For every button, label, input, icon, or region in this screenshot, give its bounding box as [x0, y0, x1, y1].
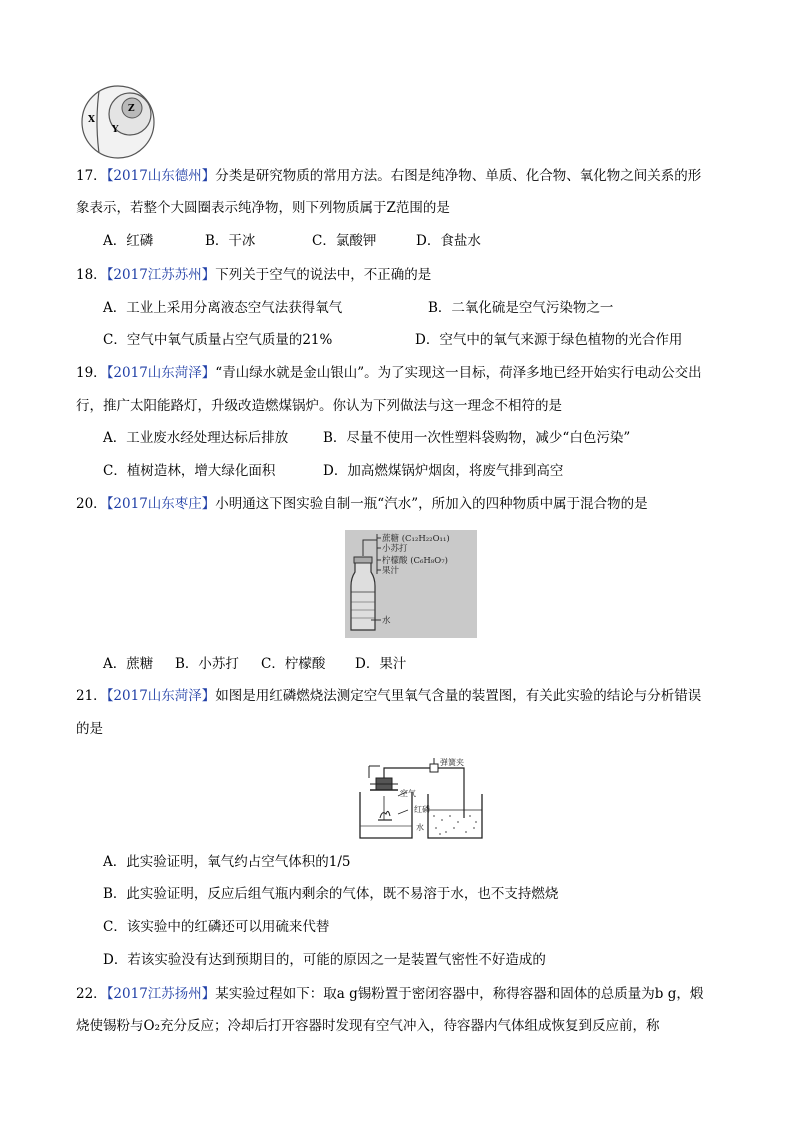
- question-source-tag: 【2017山东枣庄】: [106, 496, 216, 512]
- option-21-d: D．若该实验没有达到预期目的，可能的原因之一是装置气密性不好造成的: [103, 952, 546, 968]
- figure-label-water: 水: [416, 823, 424, 832]
- option-19-b: B．尽量不使用一次性塑料袋购物，减少“白色污染”: [323, 430, 631, 446]
- venn-label-x: X: [88, 115, 95, 125]
- question-19-line-1: 19．【2017山东菏泽】“青山绿水就是金山银山”。为了实现这一目标，荷泽多地已经开始实行电动公交出: [76, 365, 702, 381]
- question-number: 17．: [76, 168, 107, 184]
- question-17-line-1: 17．【2017山东德州】分类是研究物质的常用方法。右图是纯净物、单质、化合物、氧化物之间关系的形: [76, 168, 702, 184]
- question-21-line-1: 21．【2017山东菏泽】如图是用红磷燃烧法测定空气里氧气含量的装置图，有关此实验的结论与分析错误: [76, 688, 702, 704]
- option-20-d: D．果汁: [355, 656, 407, 672]
- option-18-d: D．空气中的氧气来源于绿色植物的光合作用: [415, 332, 683, 348]
- question-source-tag: 【2017江苏苏州】: [106, 267, 216, 283]
- option-17-a: A．红磷: [103, 233, 154, 249]
- figure-label-juice: 果汁: [382, 566, 400, 576]
- phosphorus-apparatus-figure: [356, 756, 488, 844]
- figure-label-sucrose: 蔗糖 (C₁₂H₂₂O₁₁): [382, 534, 450, 544]
- option-19-d: D．加高燃煤锅炉烟囱，将废气排到高空: [323, 463, 564, 479]
- option-17-c: C．氯酸钾: [312, 233, 377, 249]
- question-number: 20．: [76, 496, 107, 512]
- option-21-c: C．该实验中的红磷还可以用硫来代替: [103, 919, 330, 935]
- option-17-d: D．食盐水: [416, 233, 481, 249]
- question-17-line-2: 象表示，若整个大圆圈表示纯净物，则下列物质属于Z范围的是: [76, 200, 450, 216]
- question-number: 18．: [76, 267, 107, 283]
- question-number: 21．: [76, 688, 107, 704]
- question-source-tag: 【2017山东菏泽】: [106, 365, 216, 381]
- figure-label-citric-acid: 柠檬酸 (C₆H₈O₇): [382, 556, 448, 566]
- question-source-tag: 【2017山东菏泽】: [106, 688, 216, 704]
- question-source-tag: 【2017山东德州】: [106, 168, 216, 184]
- venn-label-z: Z: [128, 104, 135, 114]
- figure-label-air: 空气: [400, 789, 416, 798]
- soda-bottle-figure: [345, 530, 477, 638]
- question-source-tag: 【2017江苏扬州】: [106, 986, 216, 1002]
- question-20-line-1: 20．【2017山东枣庄】小明通这下图实验自制一瓶“汽水”，所加入的四种物质中属于混合物的是: [76, 496, 648, 512]
- question-number: 19．: [76, 365, 107, 381]
- option-18-a: A．工业上采用分离液态空气法获得氧气: [103, 300, 343, 316]
- option-20-a: A．蔗糖: [103, 656, 154, 672]
- figure-label-baking-soda: 小苏打: [382, 544, 408, 554]
- option-19-c: C．植树造林，增大绿化面积: [103, 463, 276, 479]
- option-18-b: B．二氧化硫是空气污染物之一: [428, 300, 614, 316]
- venn-diagram: [80, 84, 156, 160]
- venn-label-y: Y: [112, 125, 119, 135]
- figure-label-spring-clip: 弹簧夹: [440, 758, 464, 767]
- question-19-line-2: 行，推广太阳能路灯，升级改造燃煤锅炉。你认为下列做法与这一理念不相符的是: [76, 398, 562, 414]
- question-21-line-2: 的是: [76, 721, 103, 737]
- question-22-line-2: 烧使锡粉与O₂充分反应；冷却后打开容器时发现有空气冲入，待容器内气体组成恢复到反应前，称: [76, 1018, 660, 1034]
- figure-label-red-phosphorus: 红磷: [414, 805, 430, 814]
- question-18-line-1: 18．【2017江苏苏州】下列关于空气的说法中，不正确的是: [76, 267, 432, 283]
- question-22-line-1: 22．【2017江苏扬州】某实验过程如下：取a g锡粉置于密闭容器中，称得容器和固体的总质量为b g，煅: [76, 986, 704, 1002]
- figure-label-water: 水: [382, 616, 391, 626]
- option-21-a: A．此实验证明，氧气约占空气体积的1/5: [103, 854, 351, 870]
- option-20-b: B．小苏打: [175, 656, 239, 672]
- option-19-a: A．工业废水经处理达标后排放: [103, 430, 289, 446]
- option-18-c: C．空气中氧气质量占空气质量的21%: [103, 332, 333, 348]
- question-number: 22．: [76, 986, 107, 1002]
- option-20-c: C．柠檬酸: [261, 656, 326, 672]
- option-17-b: B．干冰: [205, 233, 256, 249]
- option-21-b: B．此实验证明，反应后组气瓶内剩余的气体，既不易溶于水，也不支持燃烧: [103, 886, 559, 902]
